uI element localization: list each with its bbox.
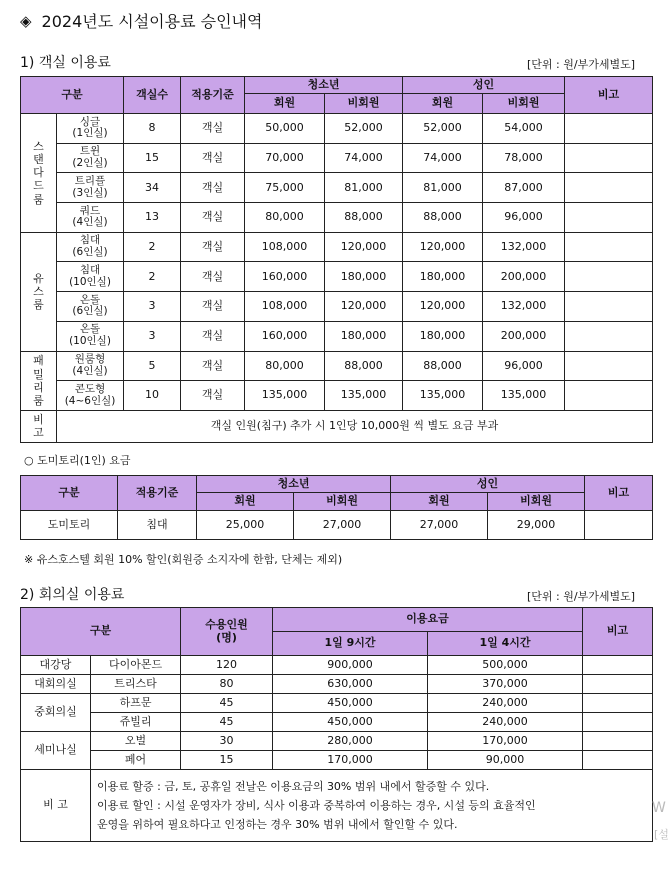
room-a-n: 96,000 bbox=[483, 203, 565, 233]
meeting-header-9h: 1일 9시간 bbox=[273, 632, 428, 656]
dorm-header-category: 구분 bbox=[21, 476, 118, 511]
room-a-m: 120,000 bbox=[403, 232, 483, 262]
room-type: 트윈 (2인실) bbox=[57, 143, 124, 173]
header-basis: 적용기준 bbox=[181, 77, 245, 114]
section2-heading: 2) 회의실 이용료 bbox=[20, 587, 125, 603]
room-y-n: 135,000 bbox=[325, 381, 403, 411]
room-y-m: 135,000 bbox=[245, 381, 325, 411]
dorm-header-youth-member: 회원 bbox=[197, 493, 294, 511]
remark-line-discount: 이용료 할인 : 시설 운영자가 장비, 식사 이용과 중복하여 이용하는 경우, 시설 등의 효율적인 bbox=[97, 798, 536, 812]
room-count: 5 bbox=[124, 351, 181, 381]
meeting-group: 세미나실 bbox=[21, 732, 91, 770]
meeting-header-capacity: 수용인원 (명) bbox=[181, 608, 273, 656]
header-adult: 성인 bbox=[403, 77, 565, 94]
header-remarks: 비고 bbox=[565, 77, 653, 114]
header-category: 구분 bbox=[21, 77, 124, 114]
meeting-fee-9h: 450,000 bbox=[273, 694, 428, 713]
room-y-n: 88,000 bbox=[325, 351, 403, 381]
meeting-capacity: 45 bbox=[181, 694, 273, 713]
dorm-header-adult: 성인 bbox=[391, 476, 585, 493]
dorm-type: 도미토리 bbox=[21, 511, 118, 540]
room-fee-table bbox=[20, 76, 653, 443]
page-title bbox=[20, 9, 262, 32]
room-a-m: 74,000 bbox=[403, 143, 483, 173]
meeting-remarks bbox=[583, 713, 653, 732]
room-remarks bbox=[565, 381, 653, 411]
room-count: 10 bbox=[124, 381, 181, 411]
dorm-youth-member: 25,000 bbox=[197, 511, 294, 540]
room-y-m: 80,000 bbox=[245, 351, 325, 381]
room-basis: 객실 bbox=[181, 232, 245, 262]
page-title-text: 2024년도 시설이용료 승인내역 bbox=[41, 12, 263, 31]
room-y-m: 75,000 bbox=[245, 173, 325, 203]
dorm-header-youth-nonmember: 비회원 bbox=[294, 493, 391, 511]
meeting-fee-9h: 280,000 bbox=[273, 732, 428, 751]
room-remarks bbox=[565, 321, 653, 351]
meeting-fee-4h: 90,000 bbox=[428, 751, 583, 770]
room-count: 34 bbox=[124, 173, 181, 203]
room-type: 침대 (10인실) bbox=[57, 262, 124, 292]
dorm-adult-member: 27,000 bbox=[391, 511, 488, 540]
meeting-fee-4h: 170,000 bbox=[428, 732, 583, 751]
room-type: 온돌 (10인실) bbox=[57, 321, 124, 351]
room-a-n: 54,000 bbox=[483, 114, 565, 144]
meeting-group: 대회의실 bbox=[21, 675, 91, 694]
meeting-header-4h: 1일 4시간 bbox=[428, 632, 583, 656]
meeting-capacity: 30 bbox=[181, 732, 273, 751]
meeting-fee-4h: 240,000 bbox=[428, 713, 583, 732]
meeting-header-fee: 이용요금 bbox=[273, 608, 583, 632]
room-y-m: 70,000 bbox=[245, 143, 325, 173]
header-youth: 청소년 bbox=[245, 77, 403, 94]
meeting-fee-4h: 370,000 bbox=[428, 675, 583, 694]
watermark-text: W bbox=[652, 800, 666, 816]
dorm-header-adult-nonmember: 비회원 bbox=[488, 493, 585, 511]
meeting-room: 페어 bbox=[91, 751, 181, 770]
room-remarks bbox=[565, 173, 653, 203]
header-rooms: 객실수 bbox=[124, 77, 181, 114]
meeting-fee-9h: 170,000 bbox=[273, 751, 428, 770]
header-youth-nonmember: 비회원 bbox=[325, 94, 403, 114]
room-a-m: 81,000 bbox=[403, 173, 483, 203]
meeting-capacity: 15 bbox=[181, 751, 273, 770]
header-adult-nonmember: 비회원 bbox=[483, 94, 565, 114]
room-count: 15 bbox=[124, 143, 181, 173]
dorm-header-basis: 적용기준 bbox=[118, 476, 197, 511]
room-count: 8 bbox=[124, 114, 181, 144]
room-a-n: 87,000 bbox=[483, 173, 565, 203]
meeting-room: 다이아몬드 bbox=[91, 656, 181, 675]
room-a-m: 88,000 bbox=[403, 203, 483, 233]
meeting-capacity: 45 bbox=[181, 713, 273, 732]
room-y-m: 80,000 bbox=[245, 203, 325, 233]
room-y-n: 180,000 bbox=[325, 321, 403, 351]
room-type: 트리플 (3인실) bbox=[57, 173, 124, 203]
meeting-remarks bbox=[583, 694, 653, 713]
room-y-m: 160,000 bbox=[245, 321, 325, 351]
room-type: 침대 (6인실) bbox=[57, 232, 124, 262]
remark-line-discount-cont: 운영을 위하여 필요하다고 인정하는 경우 30% 범위 내에서 할인할 수 있다. bbox=[97, 818, 458, 832]
room-basis: 객실 bbox=[181, 321, 245, 351]
room-y-n: 180,000 bbox=[325, 262, 403, 292]
room-y-n: 120,000 bbox=[325, 292, 403, 322]
room-basis: 객실 bbox=[181, 173, 245, 203]
header-youth-member: 회원 bbox=[245, 94, 325, 114]
room-y-n: 52,000 bbox=[325, 114, 403, 144]
meeting-remarks bbox=[583, 732, 653, 751]
room-group-label: 패 밀 리 룸 bbox=[21, 351, 57, 410]
meeting-capacity: 120 bbox=[181, 656, 273, 675]
meeting-capacity: 80 bbox=[181, 675, 273, 694]
room-group-label: 유 스 룸 bbox=[21, 232, 57, 351]
room-remarks bbox=[565, 232, 653, 262]
room-y-m: 160,000 bbox=[245, 262, 325, 292]
dorm-fee-table bbox=[20, 475, 653, 540]
room-a-n: 132,000 bbox=[483, 232, 565, 262]
meeting-remark-text bbox=[91, 770, 653, 842]
room-remark-label: 비 고 bbox=[21, 410, 57, 442]
room-a-n: 78,000 bbox=[483, 143, 565, 173]
room-type: 원룸형 (4인실) bbox=[57, 351, 124, 381]
section1-heading: 1) 객실 이용료 bbox=[20, 55, 111, 71]
room-y-n: 120,000 bbox=[325, 232, 403, 262]
meeting-remark-label: 비 고 bbox=[21, 770, 91, 842]
room-basis: 객실 bbox=[181, 381, 245, 411]
room-count: 3 bbox=[124, 321, 181, 351]
diamond-icon: ◈ bbox=[20, 11, 32, 30]
meeting-room: 쥬빌리 bbox=[91, 713, 181, 732]
meeting-fee-table bbox=[20, 607, 653, 842]
header-adult-member: 회원 bbox=[403, 94, 483, 114]
meeting-fee-9h: 630,000 bbox=[273, 675, 428, 694]
room-a-n: 132,000 bbox=[483, 292, 565, 322]
room-a-m: 120,000 bbox=[403, 292, 483, 322]
dorm-header-adult-member: 회원 bbox=[391, 493, 488, 511]
meeting-remarks bbox=[583, 751, 653, 770]
room-y-m: 108,000 bbox=[245, 232, 325, 262]
room-basis: 객실 bbox=[181, 114, 245, 144]
room-y-m: 50,000 bbox=[245, 114, 325, 144]
room-remarks bbox=[565, 203, 653, 233]
meeting-group: 대강당 bbox=[21, 656, 91, 675]
meeting-room: 하프문 bbox=[91, 694, 181, 713]
room-type: 싱글 (1인실) bbox=[57, 114, 124, 144]
room-basis: 객실 bbox=[181, 292, 245, 322]
room-a-n: 200,000 bbox=[483, 321, 565, 351]
meeting-header-category: 구분 bbox=[21, 608, 181, 656]
room-basis: 객실 bbox=[181, 203, 245, 233]
room-remarks bbox=[565, 143, 653, 173]
room-remarks bbox=[565, 114, 653, 144]
room-type: 온돌 (6인실) bbox=[57, 292, 124, 322]
meeting-fee-4h: 500,000 bbox=[428, 656, 583, 675]
meeting-remarks bbox=[583, 675, 653, 694]
room-remarks bbox=[565, 262, 653, 292]
room-a-m: 180,000 bbox=[403, 321, 483, 351]
dorm-header-youth: 청소년 bbox=[197, 476, 391, 493]
room-group-label: 스 탠 다 드 룸 bbox=[21, 114, 57, 233]
room-remark-text: 객실 인원(침구) 추가 시 1인당 10,000원 씩 별도 요금 부과 bbox=[57, 410, 653, 442]
room-y-n: 74,000 bbox=[325, 143, 403, 173]
meeting-room: 오벌 bbox=[91, 732, 181, 751]
member-discount-note: ※ 유스호스텔 회원 10% 할인(회원증 소지자에 한함, 단체는 제외) bbox=[24, 553, 343, 566]
room-a-n: 135,000 bbox=[483, 381, 565, 411]
room-type: 콘도형 (4~6인실) bbox=[57, 381, 124, 411]
room-y-m: 108,000 bbox=[245, 292, 325, 322]
meeting-room: 트리스타 bbox=[91, 675, 181, 694]
room-a-m: 180,000 bbox=[403, 262, 483, 292]
room-a-m: 52,000 bbox=[403, 114, 483, 144]
meeting-fee-4h: 240,000 bbox=[428, 694, 583, 713]
room-a-n: 96,000 bbox=[483, 351, 565, 381]
room-basis: 객실 bbox=[181, 143, 245, 173]
remark-line-surcharge: 이용료 할증 : 금, 토, 공휴일 전날은 이용요금의 30% 범위 내에서 할증할 수 있다. bbox=[97, 779, 490, 793]
room-count: 3 bbox=[124, 292, 181, 322]
room-a-n: 200,000 bbox=[483, 262, 565, 292]
room-type: 쿼드 (4인실) bbox=[57, 203, 124, 233]
room-y-n: 88,000 bbox=[325, 203, 403, 233]
room-a-m: 88,000 bbox=[403, 351, 483, 381]
room-remarks bbox=[565, 292, 653, 322]
dorm-youth-nonmember: 27,000 bbox=[294, 511, 391, 540]
meeting-fee-9h: 450,000 bbox=[273, 713, 428, 732]
room-a-m: 135,000 bbox=[403, 381, 483, 411]
meeting-header-remarks: 비고 bbox=[583, 608, 653, 656]
room-remarks bbox=[565, 351, 653, 381]
room-count: 2 bbox=[124, 262, 181, 292]
room-y-n: 81,000 bbox=[325, 173, 403, 203]
meeting-remarks bbox=[583, 656, 653, 675]
meeting-fee-9h: 900,000 bbox=[273, 656, 428, 675]
room-basis: 객실 bbox=[181, 351, 245, 381]
dorm-basis: 침대 bbox=[118, 511, 197, 540]
room-count: 13 bbox=[124, 203, 181, 233]
dorm-header-remarks: 비고 bbox=[585, 476, 653, 511]
section1-unit: [단위 : 원/부가세별도] bbox=[527, 58, 635, 71]
meeting-group: 중회의실 bbox=[21, 694, 91, 732]
dorm-remarks bbox=[585, 511, 653, 540]
watermark-text-2: [설 bbox=[654, 828, 669, 841]
section2-unit: [단위 : 원/부가세별도] bbox=[527, 590, 635, 603]
dorm-adult-nonmember: 29,000 bbox=[488, 511, 585, 540]
room-basis: 객실 bbox=[181, 262, 245, 292]
dorm-caption: ○ 도미토리(1인) 요금 bbox=[24, 454, 131, 467]
room-count: 2 bbox=[124, 232, 181, 262]
